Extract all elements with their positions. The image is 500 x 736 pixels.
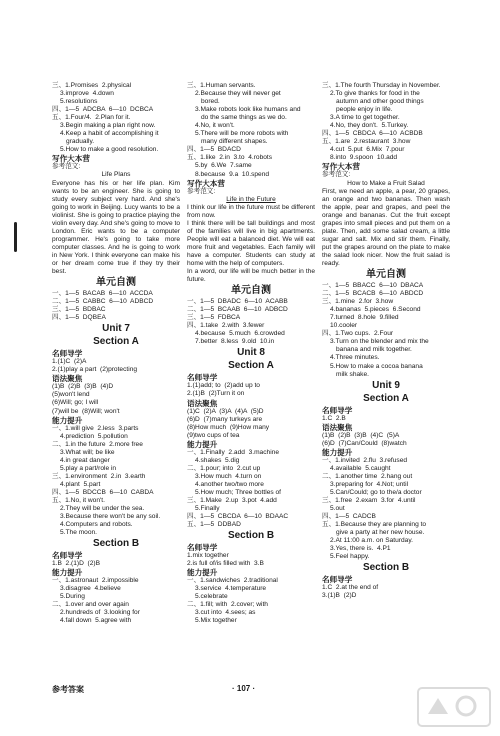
answer-line: 5.play a part/role in <box>60 464 117 472</box>
answer-line: 4.plant 5.part <box>60 480 101 488</box>
answer-line: 5.There will be more robots with <box>195 130 289 138</box>
answer-line: 4.No, it won't. <box>195 122 235 130</box>
section-heading: Section A <box>228 360 274 372</box>
answer-line: 四、1.take 2.with 3.fewer <box>187 322 265 330</box>
answer-line: 4.another two/two more <box>195 480 264 488</box>
answer-line: gradually. <box>66 138 95 146</box>
footer-section-label: 参考答案 <box>52 685 84 694</box>
answer-line: 4.Three minutes. <box>330 354 380 362</box>
answer-line: 二、1.another time 2.hang out <box>322 472 413 480</box>
answer-line: 三、1.The fourth Thursday in November. <box>322 82 441 89</box>
answer-line: 三、1.environment 2.in 3.earth <box>52 472 146 480</box>
answer-line: 3.Turn on the blender and mix the <box>330 338 429 346</box>
subsection-label: 写作大本营 <box>187 178 225 188</box>
answer-line: 五、1.Because they are planning to <box>322 521 427 529</box>
answer-line: 4.in great danger <box>60 456 110 464</box>
answer-line: 一、1—5 BBACC 6—10 DBACA <box>322 282 424 290</box>
answer-line: 3.Because there won't be any soil. <box>60 513 161 521</box>
answer-line: 5.How to make a cocoa banana <box>330 362 423 370</box>
answer-line: First, we need an apple, a pear, 20 grapes, an orange and two bananas. Then wash the apple, pear and grapes, and peel the orange and bananas. Cut the fruit except grapes into small pieces and put them on a plate. Then, add some salad cream, a little sugar and salt. Mix and stir them. Finally, put the grapes around on the plate to make the salad look nicer. Now the fruit salad is ready. <box>322 187 452 267</box>
answer-line: (5)won't lend <box>52 391 90 399</box>
answer-line: 2.To give thanks for food in the <box>330 90 420 98</box>
answer-line: (6)Will; go; I will <box>52 399 99 407</box>
answer-line: I think our life in the future must be different from now. <box>187 203 317 219</box>
answer-line: many different shapes. <box>201 138 268 146</box>
answer-line: 三、1.mine 2.for 3.how <box>322 298 394 306</box>
answer-line: 5.How to make a good resolution. <box>60 146 159 154</box>
binding-mark <box>14 222 17 252</box>
answer-line: 5.resolutions <box>60 98 98 106</box>
answer-line: bored. <box>201 98 220 106</box>
answer-line: 四、1.Two cups. 2.Four <box>322 330 394 338</box>
answer-line: 5.Feel happy. <box>330 553 370 561</box>
answer-line: 3.disagree 4.believe <box>60 585 121 593</box>
answer-line: 五、1.No, it won't. <box>52 496 105 504</box>
subsection-label: 能力提升 <box>52 568 83 578</box>
section-heading: Section B <box>362 562 410 574</box>
answer-line: 2.(1)play a part (2)protecting <box>52 366 138 374</box>
answer-line: 一、1—5 DBADC 6—10 ACABB <box>187 298 288 306</box>
subsection-label: 名师导学 <box>187 373 218 383</box>
answer-line: How to Make a Fruit Salad <box>347 179 425 187</box>
answer-line: I think there will be tall buildings and most of the families will live in big apartments. People will eat a balanced diet. We will eat more fruit and vegetables. Each family will have a computer. Students can study at home with the help of computers. <box>187 219 317 267</box>
subsection-label: 语法聚焦 <box>52 374 83 384</box>
answer-line: 1.(1)C (2)A <box>52 358 87 366</box>
answer-line: 4.because 5.much 6.crowded <box>195 330 285 338</box>
watermark-logo <box>414 684 494 730</box>
section-heading: Unit 9 <box>372 379 400 391</box>
page-number: · 107 · <box>232 684 256 693</box>
answer-line: 4.shakes 5.dig <box>195 456 240 464</box>
section-heading: Section A <box>363 392 409 404</box>
answer-column-left <box>52 82 180 626</box>
answer-line: 三、1.Make 2.up 3.pot 4.add <box>187 496 277 504</box>
answer-line: 4.cut 5.put 6.Mix 7.pour <box>330 146 405 154</box>
answer-line: 二、1.in the future 2.more free <box>52 440 143 448</box>
answer-line: 四、1—5 DQBEA <box>52 314 106 322</box>
section-heading: Unit 8 <box>237 347 265 359</box>
answer-line: (6)D (7)Can/Could (8)watch <box>322 439 407 447</box>
answer-line: 3.Begin making a plan right now. <box>60 122 156 130</box>
answer-line: 一、1.sandwiches 2.traditional <box>187 577 278 585</box>
answer-line: 4.Computers and robots. <box>60 521 133 529</box>
answer-line: 3.cut into 4.sees; as <box>195 609 256 617</box>
subsection-label: 名师导学 <box>322 575 353 585</box>
answer-line: 2.At 11:00 a.m. on Saturday. <box>330 537 413 545</box>
answer-column-right <box>322 82 450 600</box>
section-heading: Section B <box>227 530 275 542</box>
answer-line: 7.turned 8.hole 9.filled <box>330 314 399 322</box>
answer-line: 1.B 2.(1)D (2)B <box>52 560 101 568</box>
answer-line: 一、1.Finally 2.add 3.machine <box>187 448 279 456</box>
answer-line: 二、1.pour; into 2.cut up <box>187 464 261 472</box>
answer-line: (7)will be (8)Will; won't <box>52 407 120 415</box>
subsection-label: 能力提升 <box>52 415 83 425</box>
answer-line: 3.Yes, there is. 4.P1 <box>330 545 391 553</box>
answer-line: 三、1.Human servants. <box>187 82 256 89</box>
subsection-label: 写作大本营 <box>52 154 90 164</box>
answer-line: give a party at her new house. <box>336 529 425 537</box>
answer-line: 二、1—5 BCAAB 6—10 ADBCD <box>187 306 288 314</box>
answer-line: 5.During <box>60 593 85 601</box>
answer-line: Life Plans <box>101 171 131 179</box>
answer-line: banana and milk together. <box>336 346 412 354</box>
answer-line: 三、1—5 BDBAC <box>52 306 106 314</box>
answer-line: 二、1.over and over again <box>52 601 129 609</box>
answer-line: 7.better 8.less 9.old 10.in <box>195 338 275 346</box>
answer-line: 五、1.Four/4. 2.Plan for it. <box>52 114 131 122</box>
answer-line: 2.is full of/is filled with 3.B <box>187 560 264 568</box>
section-heading: 单元自测 <box>366 269 406 281</box>
answer-line: (8)How much (9)How many <box>187 423 270 431</box>
answer-line: 二、1—5 BCACB 6—10 ABDCD <box>322 290 424 298</box>
answer-line: 3.What will; be like <box>60 448 115 456</box>
answer-line: 1.(1)add; to (2)add up to <box>187 382 260 390</box>
answer-line: 3.Make robots look like humans and <box>195 106 301 114</box>
subsection-label: 写作大本营 <box>322 162 360 172</box>
answer-line: 5.celebrate <box>195 593 228 601</box>
answer-line: 3.How much 4.turn on <box>195 472 262 480</box>
answer-line: 4.bananas 5.pieces 6.Second <box>330 306 421 314</box>
answer-line: 2.hundreds of 3.looking for <box>60 609 140 617</box>
section-heading: 单元自测 <box>96 277 136 289</box>
answer-line: 五、1.like 2.in 3.to 4.robots <box>187 154 273 162</box>
answer-line: 4.available 5.caught <box>330 464 391 472</box>
subsection-label: 能力提升 <box>187 439 218 449</box>
subsection-label: 能力提升 <box>322 447 353 457</box>
answer-line: 一、1.invited 2.flu 3.refused <box>322 456 408 464</box>
answer-line: 4.Keep a habit of accomplishing it <box>60 130 159 138</box>
answer-line: 四、1—5 BDCCB 6—10 CABDA <box>52 488 154 496</box>
answer-line: 四、1—5 ADCBA 6—10 DCBCA <box>52 106 154 114</box>
answer-line: 5.Finally <box>195 505 220 513</box>
answer-line: do the same things as we do. <box>201 114 287 122</box>
answer-column-middle <box>187 82 315 626</box>
answer-line: 3.service 4.temperature <box>195 585 267 593</box>
answer-line: (1)C (2)A (3)A (4)A (5)D <box>187 407 264 415</box>
answer-line: 5.Mix together <box>195 617 237 625</box>
answer-line: 3.(1)B (2)D <box>322 592 357 600</box>
answer-line: 2.(1)B (2)Turn it on <box>187 390 245 398</box>
answer-line: (1)B (2)B (3)B (4)C (5)A <box>322 431 400 439</box>
subsection-label: 语法聚焦 <box>187 398 218 408</box>
answer-line: 4.No, they don't. 5.Turkey. <box>330 122 409 130</box>
subsection-label: 名师导学 <box>187 543 218 553</box>
answer-line: 5.by 6.We 7.same <box>195 162 252 170</box>
answer-line: (6)D (7)many turkeys are <box>187 415 263 423</box>
answer-line: 五、1—5 DDBAD <box>187 521 241 529</box>
answer-line: 5.The moon. <box>60 529 98 537</box>
answer-line: 3.A time to get together. <box>330 114 400 122</box>
answer-line: In a word, our life will be much better in the future. <box>187 268 317 284</box>
answer-line: 5.How much; Three bottles of <box>195 488 282 496</box>
answer-line: 三、1.free 2.exam 3.for 4.until <box>322 496 416 504</box>
answer-line: 参考范文: <box>322 171 351 179</box>
answer-line: 1.C 2.at the end of <box>322 584 379 592</box>
subsection-label: 名师导学 <box>322 405 353 415</box>
answer-line: 三、1—5 FDBCA <box>187 314 241 322</box>
answer-line: 四、1—5 BDACD <box>187 146 241 154</box>
answer-line: 3.preparing for 4.Not; until <box>330 480 409 488</box>
answer-line: 一、1.will give 2.less 3.parts <box>52 424 139 432</box>
answer-line: 1.mix together <box>187 552 229 560</box>
answer-line: (9)two cups of tea <box>187 431 240 439</box>
answer-line: 5.out <box>330 505 345 513</box>
answer-line: milk shake. <box>336 370 369 378</box>
subsection-label: 名师导学 <box>52 349 83 359</box>
section-heading: Section B <box>92 538 140 550</box>
answer-line: 5.Can/Could; go to the/a doctor <box>330 488 422 496</box>
answer-line: 一、1—5 BACAB 6—10 ACCDA <box>52 290 153 298</box>
section-heading: Section A <box>93 336 139 348</box>
answer-line: 4.fall down 5.agree with <box>60 617 132 625</box>
answer-line: 参考范文: <box>52 163 81 171</box>
subsection-label: 语法聚焦 <box>322 422 353 432</box>
section-heading: Unit 7 <box>102 323 130 335</box>
answer-line: people enjoy in life. <box>336 106 393 114</box>
answer-line: 二、1.fill; with 2.cover; with <box>187 601 268 609</box>
answer-line: 2.They will be under the sea. <box>60 505 145 513</box>
answer-line: 8.because 9.a 10.spend <box>195 170 270 178</box>
answer-line: 8.into 9.spoon 10.add <box>330 154 398 162</box>
answer-line: 五、1.are 2.restaurant 3.how <box>322 138 411 146</box>
subsection-label: 能力提升 <box>187 568 218 578</box>
answer-line: (1)B (2)B (3)B (4)D <box>52 383 114 391</box>
answer-line: 三、1.Promises 2.physical <box>52 82 132 89</box>
answer-line: 四、1—5 CADCB <box>322 513 376 521</box>
answer-line: 4.prediction 5.pollution <box>60 432 128 440</box>
answer-line: 二、1—5 CABBC 6—10 ADBCD <box>52 298 154 306</box>
answer-line: 2.Because they will never get <box>195 90 281 98</box>
answer-line: Everyone has his or her life plan. Kim wants to be an engineer. She is going to study every subject very hard. And she's going to work in Beijing. Lucy wants to be a violinist. She is going to practice playing the violin every day. And she's going to move to London. Eric wants to be a computer programmer. He's going to take more computer classes. And he is going to work in New York. I think everyone can make his or her dream come true if they try their best. <box>52 179 182 276</box>
answer-line: 3.improve 4.down <box>60 90 114 98</box>
answer-line: autumn and other good things <box>336 98 424 106</box>
answer-line: Life in the Future <box>226 195 276 203</box>
answer-line: 1.C 2.B <box>322 414 346 422</box>
answer-line: 四、1—5 CBCDA 6—10 BDAAC <box>187 513 289 521</box>
answer-line: 一、1.astronaut 2.impossible <box>52 577 139 585</box>
answer-line: 四、1—5 CBDCA 6—10 ACBDB <box>322 130 423 138</box>
answer-line: 参考范文: <box>187 187 216 195</box>
answer-line: 10.cooler <box>330 322 358 330</box>
section-heading: 单元自测 <box>231 285 271 297</box>
subsection-label: 名师导学 <box>52 551 83 561</box>
